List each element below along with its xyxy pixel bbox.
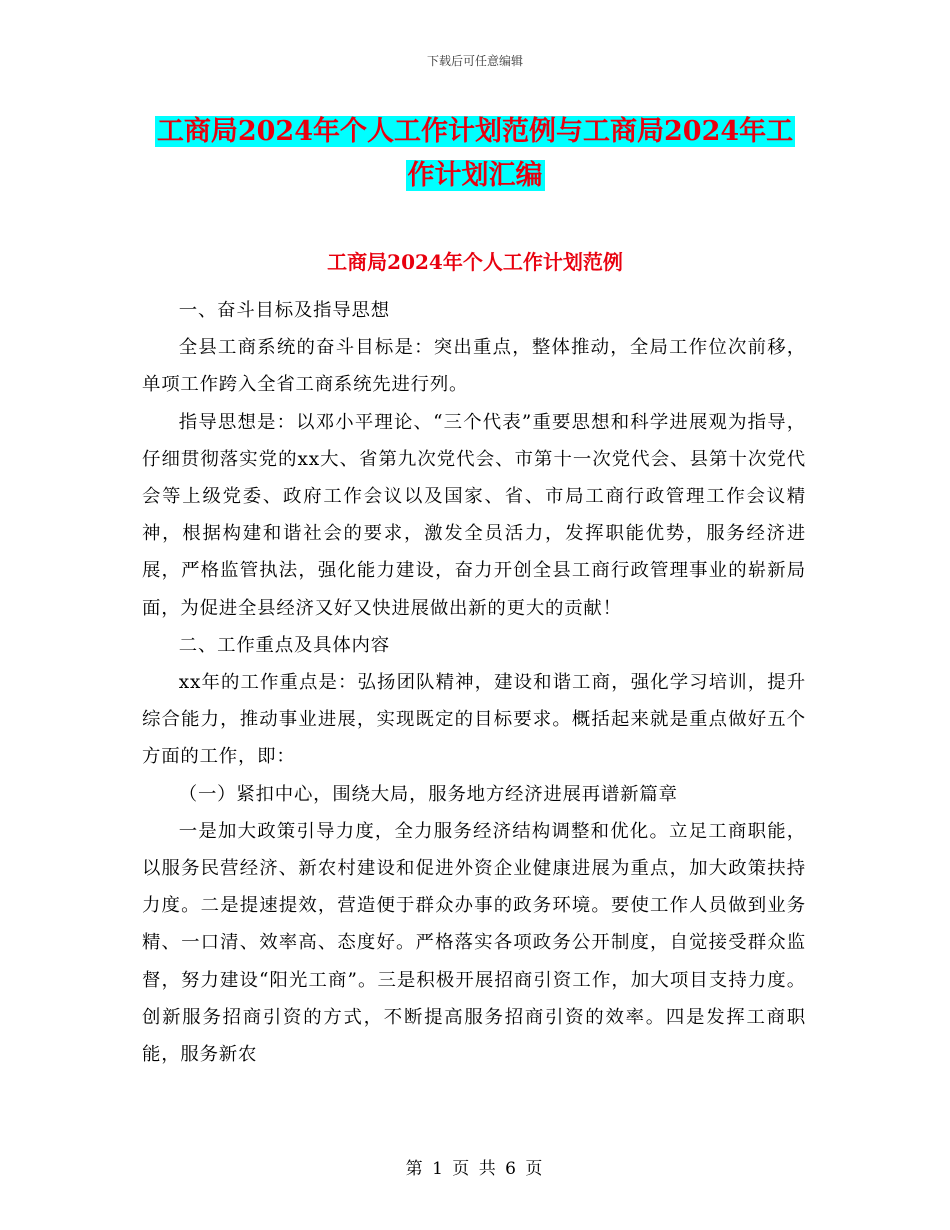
document-title-text-2: 作计划汇编 — [407, 160, 543, 191]
paragraph-guiding-thought: 指导思想是：以邓小平理论、“三个代表”重要思想和科学进展观为指导，仔细贯彻落实党的xx大、省第九次党代会、市第十一次党代会、县第十次党代会等上级党委、政府工作会议以及国家、省、市局工商行政管理工作会议精神，根据构建和谐社会的要求，激发全员活力，发挥职能优势，服务经济进展，严格监管执法，强化能力建设，奋力开创全县工商行政管理事业的崭新局面，为促进全县经济又好又快进展做出新的更大的贡献！ — [142, 411, 806, 619]
document-title-text-1: 工商局2024年个人工作计划范例与工商局2024年工 — [156, 116, 794, 147]
document-body — [142, 292, 806, 1073]
subheading-one: （一）紧扣中心，围绕大局，服务地方经济进展再谱新篇章 — [178, 783, 678, 805]
section-title: 工商局2024年个人工作计划范例 — [327, 250, 623, 274]
document-title-line-2 — [0, 154, 950, 198]
paragraph-goals: 全县工商系统的奋斗目标是：突出重点，整体推动，全局工作位次前移，单项工作跨入全省工商系统先进行列。 — [142, 337, 806, 396]
heading-goals: 一、奋斗目标及指导思想 — [178, 300, 390, 321]
paragraph-policy: 一是加大政策引导力度，全力服务经济结构调整和优化。立足工商职能，以服务民营经济、新农村建设和促进外资企业健康进展为重点，加大政策扶持力度。二是提速提效，营造便于群众办事的政务环境。要使工作人员做到业务精、一口清、效率高、态度好。严格落实各项政务公开制度，自觉接受群众监督，努力建设“阳光工商”。三是积极开展招商引资工作，加大项目支持力度。创新服务招商引资的方式，不断提高服务招商引资的效率。四是发挥工商职能，服务新农 — [142, 820, 806, 1066]
heading-work-focus: 二、工作重点及具体内容 — [178, 634, 390, 656]
document-title-line-1 — [0, 110, 950, 154]
paragraph-work-focus: xx年的工作重点是：弘扬团队精神，建设和谐工商，强化学习培训，提升综合能力，推动事业进展，实现既定的目标要求。概括起来就是重点做好五个方面的工作，即： — [142, 672, 806, 768]
page-number: 第 1 页 共 6 页 — [405, 1159, 545, 1179]
header-note: 下载后可任意编辑 — [426, 54, 523, 68]
